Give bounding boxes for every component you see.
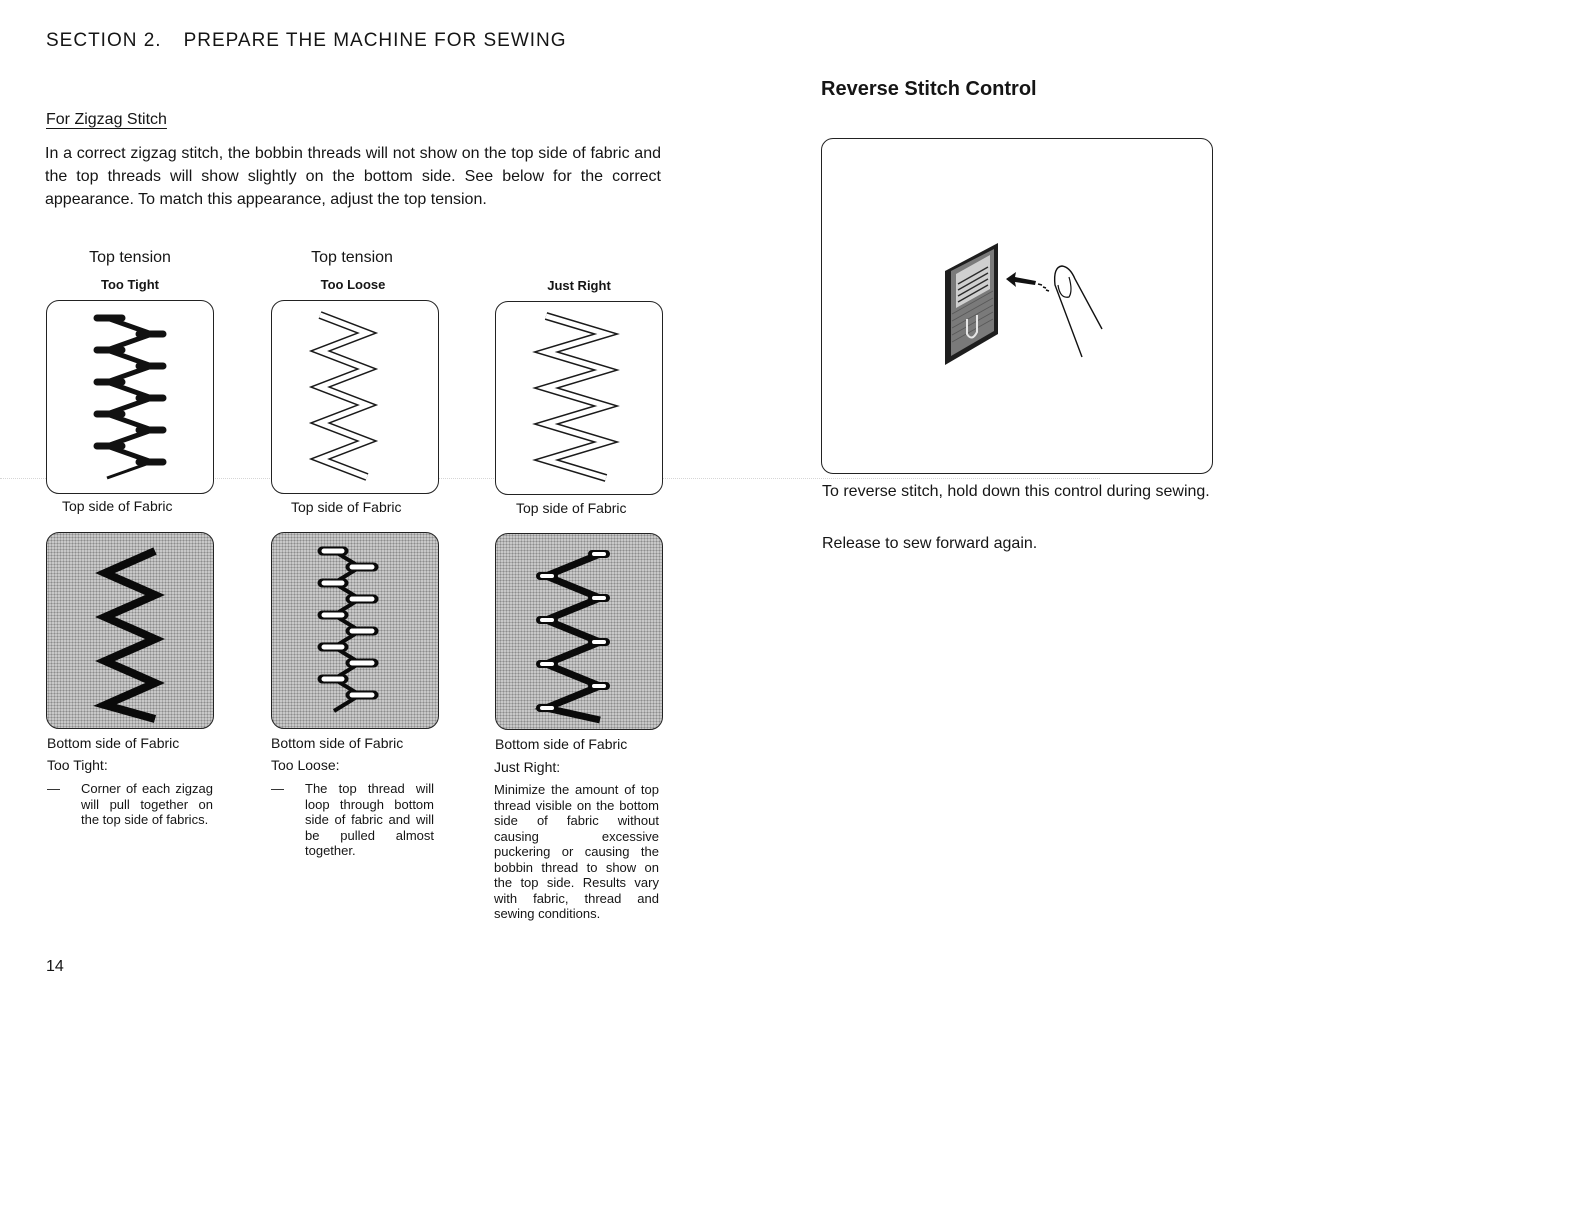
reverse-stitch-release: Release to sew forward again. xyxy=(822,535,1038,552)
col1-bottom-caption: Bottom side of Fabric xyxy=(47,735,180,751)
section-label: SECTION 2. xyxy=(46,30,162,51)
col3-top-caption: Top side of Fabric xyxy=(516,500,627,516)
col2-description-text: The top thread will loop through bottom side of fabric and will be pulled almost together. xyxy=(305,781,434,858)
col1-description-text: Corner of each zigzag will pull together on the top side of fabrics. xyxy=(81,781,213,827)
col2-dash: — xyxy=(271,781,284,796)
col2-heading: Top tension xyxy=(311,249,393,266)
reverse-stitch-title: Reverse Stitch Control xyxy=(821,78,1037,100)
col3-label: Just Right: xyxy=(494,759,561,775)
col2-label: Too Loose: xyxy=(271,757,340,773)
col3-description: Minimize the amount of top thread visible on the bottom side of fabric without causing excessive puckering or causing the bobbin thread to show on the top side. Results vary with fabric, thread and sewing conditions. xyxy=(494,782,659,921)
col1-dash: — xyxy=(47,781,60,796)
reverse-stitch-illustration xyxy=(821,138,1213,474)
section-header xyxy=(46,30,567,52)
col3-subheading: Just Right xyxy=(547,278,611,293)
col1-top-caption: Top side of Fabric xyxy=(62,498,173,514)
col1-description xyxy=(47,781,213,828)
col1-subheading: Too Tight xyxy=(101,277,159,292)
too-tight-bottom-diagram xyxy=(46,532,214,729)
too-loose-bottom-diagram xyxy=(271,532,439,729)
just-right-bottom-diagram xyxy=(495,533,663,730)
col3-bottom-caption: Bottom side of Fabric xyxy=(495,736,628,752)
col2-top-caption: Top side of Fabric xyxy=(291,499,402,515)
reverse-lever-icon xyxy=(945,243,998,365)
reverse-stitch-instruction: To reverse stitch, hold down this control during sewing. xyxy=(822,483,1210,500)
page-number: 14 xyxy=(46,958,64,975)
col2-bottom-caption: Bottom side of Fabric xyxy=(271,735,404,751)
col2-description xyxy=(271,781,434,859)
arrow-icon xyxy=(1006,272,1049,291)
col2-subheading: Too Loose xyxy=(320,277,386,292)
zigzag-heading: For Zigzag Stitch xyxy=(46,111,167,128)
col1-heading: Top tension xyxy=(89,249,171,266)
too-tight-top-diagram xyxy=(46,300,214,494)
col1-label: Too Tight: xyxy=(47,757,108,773)
section-title: PREPARE THE MACHINE FOR SEWING xyxy=(183,30,567,51)
zigzag-intro: In a correct zigzag stitch, the bobbin threads will not show on the top side of fabric and the top threads will show slightly on the bottom side. See below for the correct appearance. To match this appearance, adjust the top tension. xyxy=(45,145,661,208)
too-loose-top-diagram xyxy=(271,300,439,494)
finger-icon xyxy=(1055,266,1102,357)
just-right-top-diagram xyxy=(495,301,663,495)
